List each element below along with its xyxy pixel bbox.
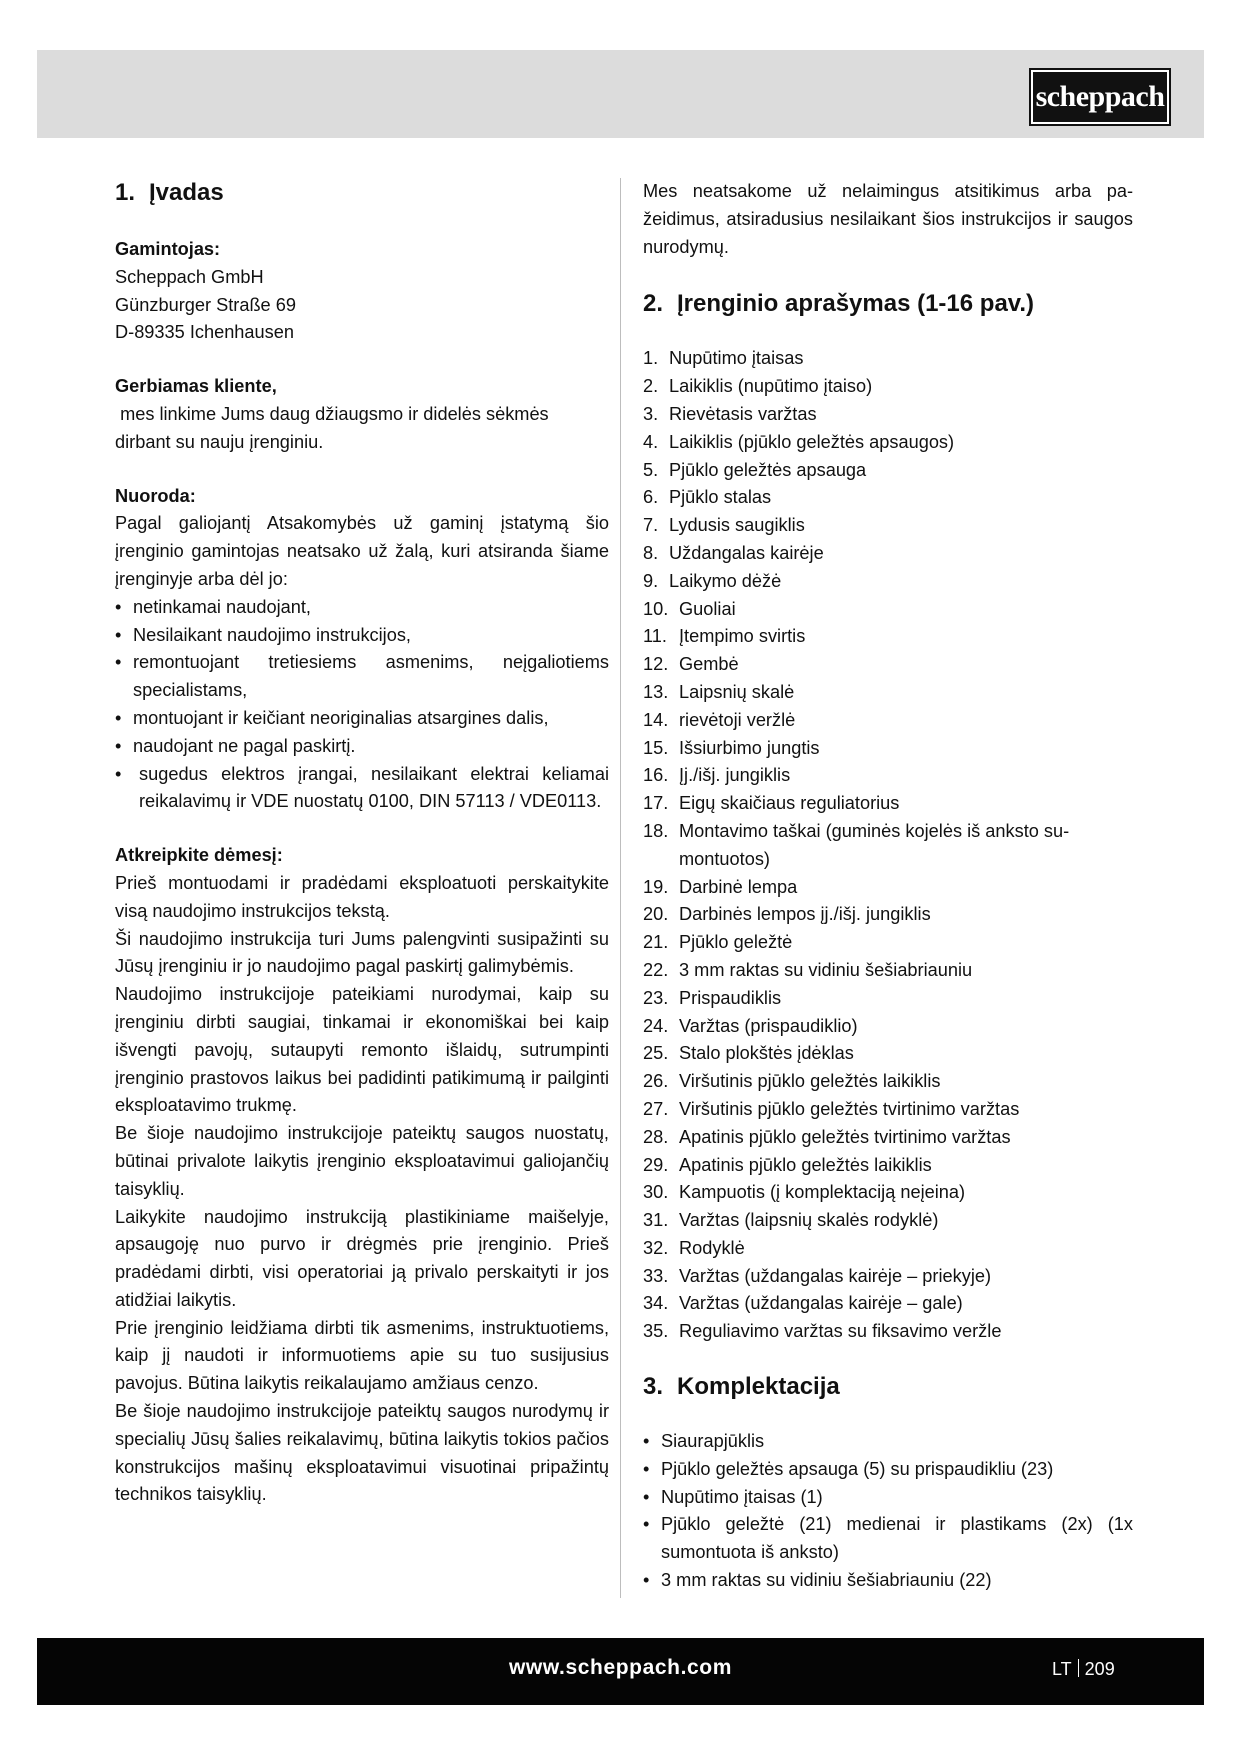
attention-paragraph: Ši naudojimo instrukcija turi Jums palengvinti susipažinti su Jūsų įrenginiu ir jo naudojimo pagal paskirtį galimybėmis. [115, 928, 609, 977]
part-item [643, 1040, 1133, 1068]
part-number: 5. [643, 459, 659, 480]
greeting-label: Gerbiamas kliente, [115, 376, 277, 397]
part-number: 12. [643, 654, 669, 675]
attention-paragraph: Naudojimo instrukcijoje pateikiami nurodymai, kaip su įrenginiu dirbti saugiai, tinkamai ir ekonomiškai bei kaip išvengti pavojų, sutaupyti remonto išlaidų, sutrumpinti įrenginio prastovos laikus bei padidinti patikimumą ir pailginti eksploatavimo trukmę. [115, 984, 609, 1116]
part-number: 3. [643, 403, 659, 424]
part-number: 21. [643, 932, 669, 953]
column-divider [620, 178, 621, 1598]
part-item [643, 818, 1133, 874]
part-label: Gembė [679, 654, 739, 675]
part-label: Varžtas (laipsnių skalės rodyklė) [679, 1210, 939, 1231]
note-bullet-list-wide [115, 761, 609, 817]
part-number: 14. [643, 709, 669, 730]
part-item [643, 401, 1133, 429]
part-label: Nupūtimo įtaisas [669, 348, 804, 369]
section-2-number: 2. [643, 290, 664, 318]
part-item [643, 651, 1133, 679]
language-code: LT [1052, 1659, 1072, 1679]
part-label: Darbinė lempa [679, 876, 798, 897]
part-number: 29. [643, 1154, 669, 1175]
part-item [643, 484, 1133, 512]
part-label: Pjūklo stalas [669, 487, 772, 508]
part-number: 28. [643, 1126, 669, 1147]
part-label: Rievėtasis varžtas [669, 403, 817, 424]
part-number: 15. [643, 737, 669, 758]
part-number: 31. [643, 1210, 669, 1231]
part-item [643, 874, 1133, 902]
part-label: Laikiklis (pjūklo geležtės apsaugos) [669, 431, 955, 452]
part-label: Apatinis pjūklo geležtės laikiklis [679, 1154, 932, 1175]
part-item [643, 345, 1133, 373]
list-item: • 3 mm raktas su vidiniu šešiabriauniu (22) [643, 1567, 1133, 1595]
part-item [643, 957, 1133, 985]
part-number: 13. [643, 681, 669, 702]
part-number: 10. [643, 598, 669, 619]
list-item: • montuojant ir keičiant neoriginalias atsargines dalis, [115, 705, 609, 733]
part-number: 20. [643, 904, 669, 925]
section-2-title: Įrenginio aprašymas (1-16 pav.) [677, 290, 1035, 318]
part-item [643, 1179, 1133, 1207]
part-item [643, 707, 1133, 735]
part-number: 16. [643, 765, 669, 786]
part-label: Lydusis saugiklis [669, 515, 805, 536]
list-item: • sugedus elektros įrangai, nesilaikant elektrai keliamai reikalavimų ir VDE nuostatų 0100, DIN 57113 / VDE0113. [115, 761, 609, 817]
part-item [643, 623, 1133, 651]
part-label: Pjūklo geležtės apsauga [669, 459, 867, 480]
part-number: 11. [643, 626, 667, 647]
manufacturer-line: D-89335 Ichenhausen [115, 322, 294, 343]
header-bar [37, 50, 1204, 138]
part-number: 25. [643, 1043, 669, 1064]
part-item [643, 929, 1133, 957]
liability-text: Mes neatsakome už nelaimingus atsitikimus arba pažeidimus, atsiradusius nesilaikant šios instrukcijos ir saugos nurodymų. [643, 181, 1133, 257]
section-3-number: 3. [643, 1373, 664, 1401]
section-1-title: Įvadas [149, 179, 224, 206]
footer-website-link[interactable]: www.scheppach.com [509, 1656, 732, 1679]
page-number: 209 [1084, 1659, 1115, 1679]
part-number: 22. [643, 959, 669, 980]
list-item: • netinkamai naudojant, [115, 594, 609, 622]
list-item: • Pjūklo geležtė (21) medienai ir plastikams (2x) (1x sumontuota iš anksto) [643, 1511, 1133, 1567]
list-item: • remontuojant tretiesiems asmenims, neįgaliotiems specialistams, [115, 649, 609, 705]
part-label: Laikymo dėžė [669, 570, 782, 591]
part-number: 7. [643, 515, 659, 536]
part-label: Reguliavimo varžtas su fiksavimo veržle [679, 1321, 1002, 1342]
part-number: 26. [643, 1071, 669, 1092]
part-number: 6. [643, 487, 659, 508]
part-label: Apatinis pjūklo geležtės tvirtinimo varžtas [679, 1126, 1011, 1147]
manufacturer-line: Günzburger Straße 69 [115, 294, 296, 315]
part-number: 4. [643, 431, 659, 452]
list-item: • naudojant ne pagal paskirtį. [115, 733, 609, 761]
part-item [643, 1068, 1133, 1096]
manufacturer-line: Scheppach GmbH [115, 266, 264, 287]
part-label: rievėtoji veržlė [679, 709, 796, 730]
manufacturer-label: Gamintojas: [115, 239, 221, 259]
part-item [643, 735, 1133, 763]
note-bullet-list [115, 594, 609, 761]
right-column [643, 178, 1133, 1595]
greeting-text: mes linkime Jums daug džiaugsmo ir didelės sėkmės dirbant su nauju įrenginiu. [115, 403, 554, 452]
part-item [643, 1152, 1133, 1180]
attention-paragraph: Prie įrenginio leidžiama dirbti tik asmenims, instruktuotiems, kaip jį naudoti ir informuotiems apie su tuo susijusius pavojus. Būtina laikytis reikalaujamo amžiaus cenzo. [115, 1317, 609, 1394]
part-item [643, 985, 1133, 1013]
part-label: Varžtas (prispaudiklio) [679, 1015, 858, 1036]
part-item [643, 1207, 1133, 1235]
section-3-heading [643, 1372, 1133, 1402]
part-number: 32. [643, 1237, 669, 1258]
attention-paragraph: Laikykite naudojimo instrukciją plastikiniame maišelyje, apsaugoję nuo purvo ir drėgmės prie įrenginio. Prieš pradėdami dirbti, visi operatoriai ją privalo perskaityti ir jos atidžiai laikytis. [115, 1206, 609, 1310]
part-item [643, 568, 1133, 596]
part-label: Varžtas (uždangalas kairėje – gale) [679, 1293, 963, 1314]
section-1-number: 1. [115, 179, 136, 206]
part-item [643, 679, 1133, 707]
part-item [643, 512, 1133, 540]
parts-list [643, 345, 1133, 1346]
list-item: • Siaurapjūklis [643, 1428, 1133, 1456]
part-item [643, 1124, 1133, 1152]
part-number: 27. [643, 1098, 669, 1119]
part-label: 3 mm raktas su vidiniu šešiabriauniu [679, 959, 973, 980]
part-label: Varžtas (uždangalas kairėje – priekyje) [679, 1265, 992, 1286]
part-item [643, 457, 1133, 485]
part-label: Stalo plokštės įdėklas [679, 1043, 854, 1064]
part-number: 2. [643, 376, 659, 397]
part-label: Rodyklė [679, 1237, 745, 1258]
part-label: Laipsnių skalė [679, 681, 795, 702]
part-item [643, 762, 1133, 790]
note-text: Pagal galiojantį Atsakomybės už gaminį įstatymą šio įrenginio gamintojas neatsako už žalą, kuri atsiranda šiame įrenginyje arba dėl jo: [115, 513, 609, 589]
part-label: Prispaudiklis [679, 987, 782, 1008]
list-item: • Nesilaikant naudojimo instrukcijos, [115, 622, 609, 650]
part-item [643, 1235, 1133, 1263]
part-item [643, 901, 1133, 929]
part-label: Eigų skaičiaus reguliatorius [679, 793, 900, 814]
part-label: Uždangalas kairėje [669, 542, 824, 563]
part-label: Išsiurbimo jungtis [679, 737, 820, 758]
part-item [643, 540, 1133, 568]
part-item [643, 1263, 1133, 1291]
part-number: 8. [643, 542, 659, 563]
part-number: 17. [643, 793, 669, 814]
left-column [115, 178, 609, 1509]
note-label: Nuoroda: [115, 485, 196, 506]
part-label: Kampuotis (į komplektaciją neįeina) [679, 1182, 966, 1203]
kit-list [643, 1428, 1133, 1595]
part-item [643, 1290, 1133, 1318]
part-label: Įtempimo svirtis [679, 626, 806, 647]
part-item [643, 1096, 1133, 1124]
part-item [643, 373, 1133, 401]
attention-label: Atkreipkite dėmesį: [115, 845, 283, 866]
part-number: 24. [643, 1015, 669, 1036]
section-2-heading [643, 289, 1133, 319]
section-3-title: Komplektacija [677, 1373, 840, 1401]
part-item [643, 1318, 1133, 1346]
part-item [643, 429, 1133, 457]
part-number: 23. [643, 987, 669, 1008]
page-indicator [1052, 1659, 1115, 1680]
part-item [643, 1013, 1133, 1041]
part-number: 35. [643, 1321, 669, 1342]
list-item: • Nupūtimo įtaisas (1) [643, 1484, 1133, 1512]
part-item [643, 596, 1133, 624]
part-item [643, 790, 1133, 818]
section-1-heading [115, 178, 609, 208]
part-number: 18. [643, 820, 669, 841]
part-number: 33. [643, 1265, 669, 1286]
part-number: 9. [643, 570, 659, 591]
part-label: Viršutinis pjūklo geležtės laikiklis [679, 1071, 941, 1092]
part-label: Darbinės lempos įj./išj. jungiklis [679, 904, 931, 925]
part-label: Pjūklo geležtė [679, 932, 793, 953]
list-item: • Pjūklo geležtės apsauga (5) su prispaudikliu (23) [643, 1456, 1133, 1484]
part-number: 30. [643, 1182, 669, 1203]
part-label: Guoliai [679, 598, 736, 619]
part-number: 34. [643, 1293, 669, 1314]
attention-paragraph: Prieš montuodami ir pradėdami eksploatuoti perskaitykite visą naudojimo instrukcijos tekstą. [115, 872, 609, 921]
part-label: Įj./išj. jungiklis [679, 765, 791, 786]
part-number: 19. [643, 876, 669, 897]
part-number: 1. [643, 348, 659, 369]
scheppach-logo: scheppach [1031, 70, 1169, 124]
attention-paragraph: Be šioje naudojimo instrukcijoje pateiktų saugos nuostatų, būtinai privalote laikytis įrenginio eksploatavimui galiojančių taisyklių. [115, 1123, 609, 1199]
part-label: Montavimo taškai (guminės kojelės iš anksto sumontuotos) [679, 820, 1070, 869]
part-label: Laikiklis (nupūtimo įtaiso) [669, 376, 873, 397]
attention-paragraph: Be šioje naudojimo instrukcijoje pateiktų saugos nurodymų ir specialių Jūsų šalies reikalavimų, būtina laikytis tokios pačios konstrukcijos mašinų eksploatavimui visuotinai pripažintų technikos taisyklių. [115, 1401, 609, 1505]
part-label: Viršutinis pjūklo geležtės tvirtinimo varžtas [679, 1098, 1020, 1119]
